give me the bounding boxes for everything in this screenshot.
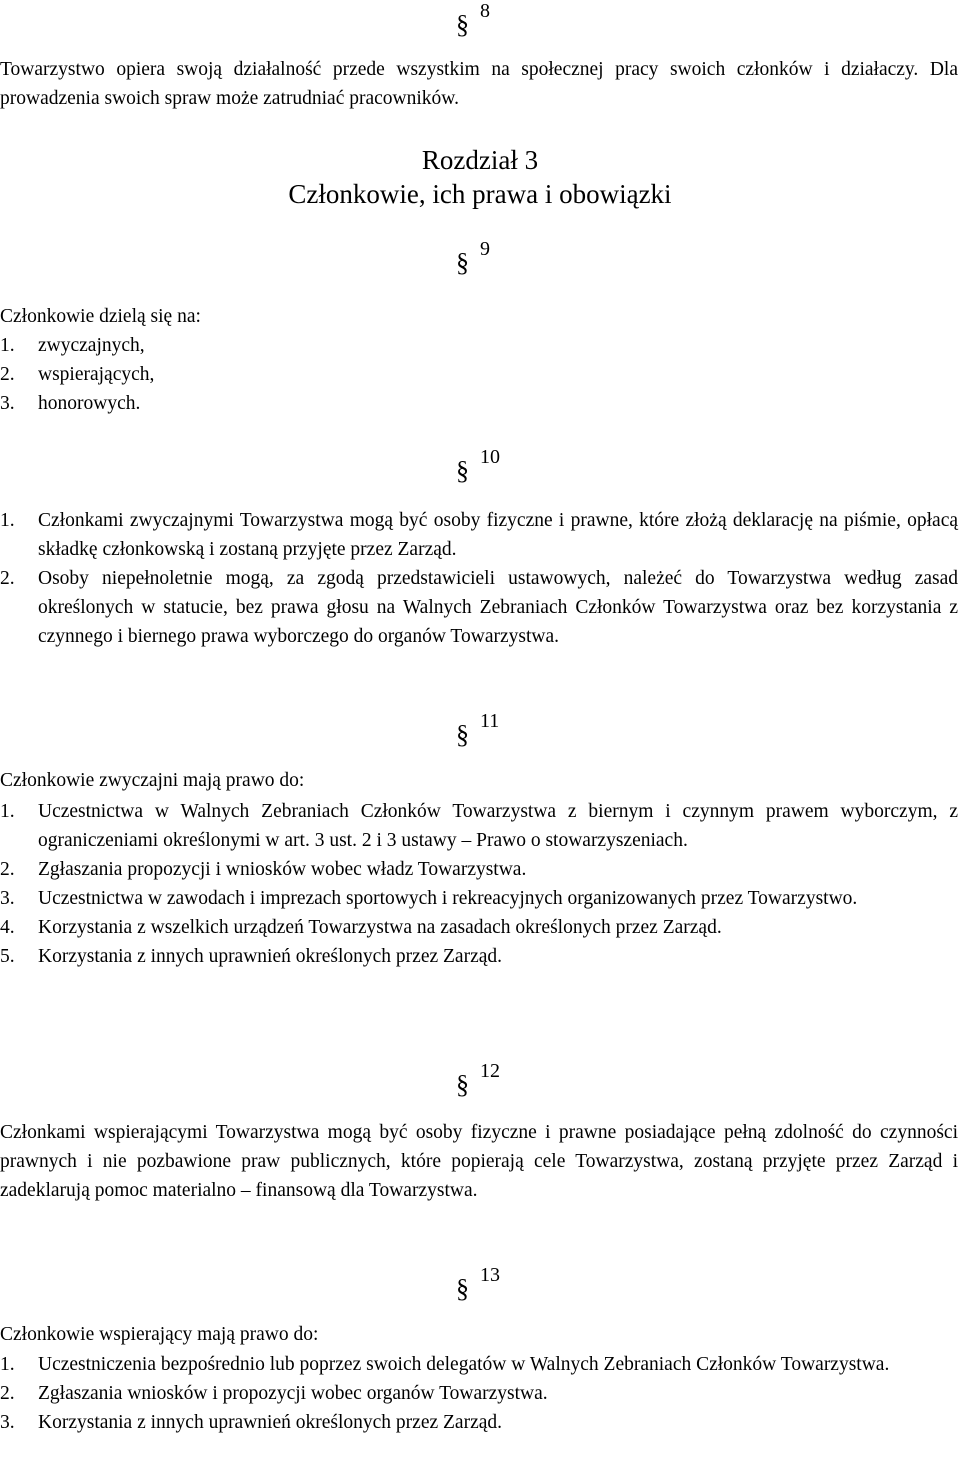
item-text: Korzystania z innych uprawnień określonych przez Zarząd. (38, 946, 503, 967)
section-9-list (0, 331, 958, 418)
item-text: wspierających, (38, 364, 155, 385)
item-number: 2. (0, 1383, 15, 1404)
item-number: 2. (0, 364, 15, 385)
item-number: 1. (0, 1354, 15, 1375)
list-item (0, 1350, 958, 1379)
section-13-intro: Członkowie wspierający mają prawo do: (0, 1324, 319, 1345)
list-item (0, 855, 958, 884)
section-symbol: § (456, 1274, 469, 1303)
item-text: Zgłaszania wniosków i propozycji wobec organów Towarzystwa. (38, 1383, 548, 1404)
section-9-intro: Członkowie dzielą się na: (0, 306, 201, 327)
list-item (0, 1379, 958, 1408)
item-text: Zgłaszania propozycji i wniosków wobec władz Towarzystwa. (38, 859, 527, 880)
section-number: 10 (480, 446, 500, 468)
section-11-list (0, 797, 958, 971)
item-text: Korzystania z innych uprawnień określonych przez Zarząd. (38, 1412, 503, 1433)
list-item (0, 797, 958, 855)
item-text: Korzystania z wszelkich urządzeń Towarzystwa na zasadach określonych przez Zarząd. (38, 917, 722, 938)
section-number: 9 (480, 238, 490, 260)
chapter-title: Rozdział 3 (421, 145, 539, 175)
section-number: 8 (480, 0, 490, 22)
item-text: Uczestnictwa w Walnych Zebraniach Członków Towarzystwa z biernym i czynnym prawem wyborczym, z ograniczeniami określonymi w art. 3 ust. 2 i 3 ustawy – Prawo o stowarzyszeniach. (38, 801, 958, 851)
section-symbol: § (456, 248, 469, 277)
section-number: 13 (480, 1264, 500, 1286)
item-number: 2. (0, 859, 15, 880)
item-number: 3. (0, 888, 15, 909)
item-text: Uczestniczenia bezpośrednio lub poprzez swoich delegatów w Walnych Zebraniach Członków Towarzystwa. (38, 1354, 890, 1375)
list-item (0, 884, 958, 913)
section-number: 12 (480, 1060, 500, 1082)
section-number: 11 (480, 710, 500, 732)
item-number: 1. (0, 510, 15, 531)
list-item (0, 331, 958, 360)
section-11-intro: Członkowie zwyczajni mają prawo do: (0, 770, 305, 791)
section-10-list (0, 506, 958, 651)
list-item (0, 1408, 958, 1437)
item-text: Członkami zwyczajnymi Towarzystwa mogą być osoby fizyczne i prawne, które złożą deklarację na piśmie, opłacą składkę członkowską i zostaną przyjęte przez Zarząd. (38, 510, 958, 560)
item-number: 3. (0, 393, 15, 414)
section-12-text: Członkami wspierającymi Towarzystwa mogą być osoby fizyczne i prawne posiadające pełną zdolność do czynności prawnych i nie pozbawione praw publicznych, które popierają cele Towarzystwa, zostaną przyjęte przez Zarząd i zadeklarują pomoc materialno – finansową dla Towarzystwa. (0, 1122, 958, 1201)
list-item (0, 942, 958, 971)
list-item (0, 506, 958, 564)
list-item (0, 913, 958, 942)
item-text: honorowych. (38, 393, 141, 414)
item-text: Osoby niepełnoletnie mogą, za zgodą przedstawicieli ustawowych, należeć do Towarzystwa według zasad określonych w statucie, bez prawa głosu na Walnych Zebraniach Członków Towarzystwa oraz bez korzystania z czynnego i biernego prawa wyborczego do organów Towarzystwa. (38, 568, 958, 647)
item-number: 3. (0, 1412, 15, 1433)
section-13-list (0, 1350, 958, 1437)
list-item (0, 360, 958, 389)
section-symbol: § (456, 720, 469, 749)
item-number: 4. (0, 917, 15, 938)
item-text: Uczestnictwa w zawodach i imprezach sportowych i rekreacyjnych organizowanych przez Towarzystwo. (38, 888, 858, 909)
section-symbol: § (456, 456, 469, 485)
chapter-subtitle: Członkowie, ich prawa i obowiązki (288, 179, 672, 209)
section-8-text: Towarzystwo opiera swoją działalność przede wszystkim na społecznej pracy swoich członków i działaczy. Dla prowadzenia swoich spraw może zatrudniać pracowników. (0, 59, 958, 109)
list-item (0, 389, 958, 418)
item-number: 1. (0, 335, 15, 356)
item-text: zwyczajnych, (38, 335, 145, 356)
section-symbol: § (456, 10, 469, 39)
item-number: 2. (0, 568, 15, 589)
item-number: 1. (0, 801, 15, 822)
list-item (0, 564, 958, 651)
section-symbol: § (456, 1070, 469, 1099)
item-number: 5. (0, 946, 15, 967)
